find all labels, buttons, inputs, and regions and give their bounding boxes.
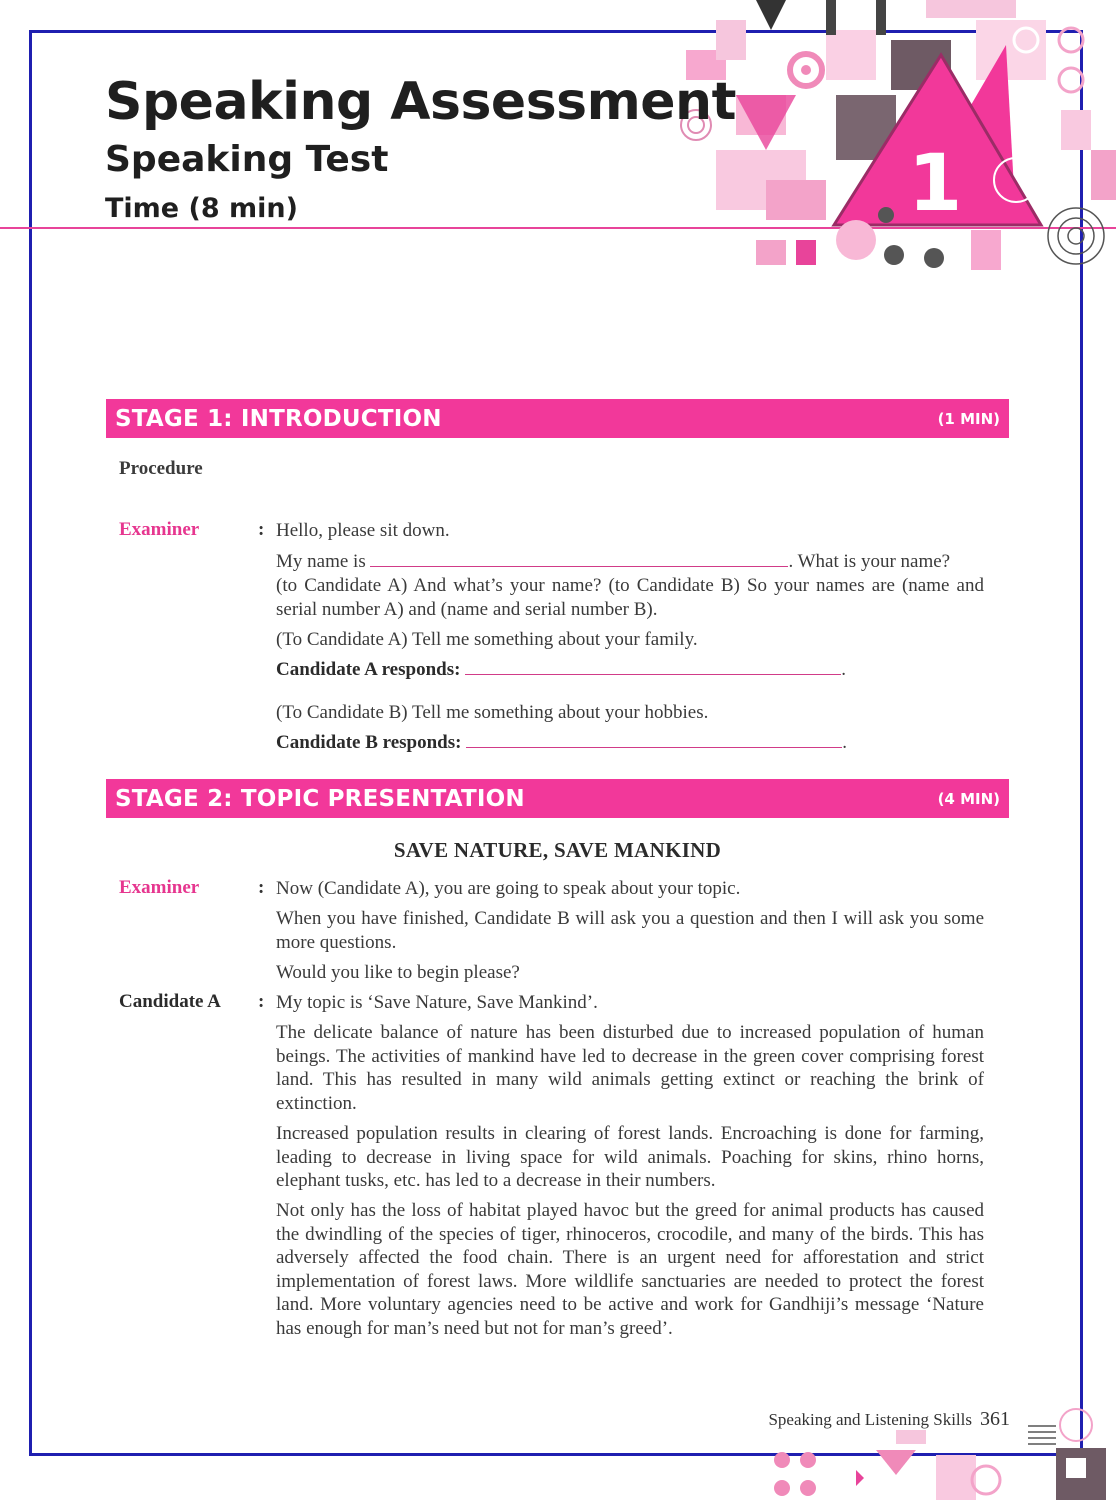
topic-paragraph-3: Not only has the loss of habitat played havoc but the greed for animal products has caused the dwindling of the species of tiger, rhinoceros, crocodile, and many of the birds. This has adversely affected the food chain. There is an urgent need for afforestation and strict implementation of forest laws. More wildlife sanctuaries are needed to protect the forest land. More voluntary agencies need to be active and work for Gandhiji’s message ‘Nature has enough for man’s need but not for man’s greed’. <box>276 1200 984 1339</box>
candidate-b-response <box>276 731 847 755</box>
test-time: Time (8 min) <box>105 193 298 224</box>
colon-3: : <box>258 991 265 1012</box>
examiner-topic-intro: Now (Candidate A), you are going to speak about your topic. <box>276 878 741 899</box>
candidate-b-responds-label: Candidate B responds: <box>276 732 462 753</box>
examiner-instructions: When you have finished, Candidate B will ask you a question and then I will ask you some more questions. <box>276 908 984 953</box>
candidate-a-blank <box>465 660 841 675</box>
stage1-title: STAGE 1: INTRODUCTION <box>115 405 442 432</box>
examiner-begin-prompt: Would you like to begin please? <box>276 962 520 983</box>
name-prompt: My name is <box>276 551 366 572</box>
candidate-a-response <box>276 658 846 682</box>
page-subtitle: Speaking Test <box>105 139 389 180</box>
page-title: Speaking Assessment <box>105 72 736 132</box>
topic-paragraph-2: Increased population results in clearing of forest lands. Encroaching is done for farming, leading to decrease in living space for wild animals. Poaching for skins, rhino horns, elephant tusks, etc. has led to a decrease in their numbers. <box>276 1123 984 1191</box>
candidate-a-responds-label: Candidate A responds: <box>276 659 461 680</box>
topic-paragraph-1: The delicate balance of nature has been disturbed due to increased population of human beings. The activities of mankind have led to decrease in the green cover comprising forest land. This has resulted in many wild animals getting extinct or reaching the brink of extinction. <box>276 1022 984 1114</box>
examiner-name-line <box>276 550 950 574</box>
period-a: . <box>841 659 846 680</box>
family-question: (To Candidate A) Tell me something about your family. <box>276 629 698 650</box>
stage2-duration: (4 MIN) <box>937 789 1000 808</box>
page-number: 361 <box>980 1408 1010 1430</box>
stage2-bar <box>106 779 1009 818</box>
colon-1: : <box>258 519 265 540</box>
candidate-a-label: Candidate A <box>119 991 221 1012</box>
examiner-label-2: Examiner <box>119 877 200 898</box>
examiner-greeting: Hello, please sit down. <box>276 520 450 541</box>
name-question: . What is your name? <box>788 551 951 572</box>
procedure-label: Procedure <box>119 458 203 479</box>
footer-section: Speaking and Listening Skills <box>768 1410 972 1429</box>
examiner-name-blank <box>370 552 788 567</box>
colon-2: : <box>258 877 265 898</box>
decorative-footer-pattern <box>756 1400 1116 1500</box>
hobbies-question: (To Candidate B) Tell me something about your hobbies. <box>276 702 709 723</box>
stage1-duration: (1 MIN) <box>937 409 1000 428</box>
decorative-pattern <box>676 0 1116 290</box>
examiner-label-1: Examiner <box>119 519 200 540</box>
stage1-bar <box>106 399 1009 438</box>
examiner-names-para: (to Candidate A) And what’s your name? (to Candidate B) So your names are (name and serial number A) and (name and serial number B). <box>276 575 984 620</box>
candidate-topic-line: My topic is ‘Save Nature, Save Mankind’. <box>276 992 598 1013</box>
period-b: . <box>842 732 847 753</box>
stage2-title: STAGE 2: TOPIC PRESENTATION <box>115 785 525 812</box>
chapter-number: 1 <box>908 139 963 229</box>
candidate-b-blank <box>466 733 842 748</box>
topic-heading: SAVE NATURE, SAVE MANKIND <box>393 838 722 862</box>
